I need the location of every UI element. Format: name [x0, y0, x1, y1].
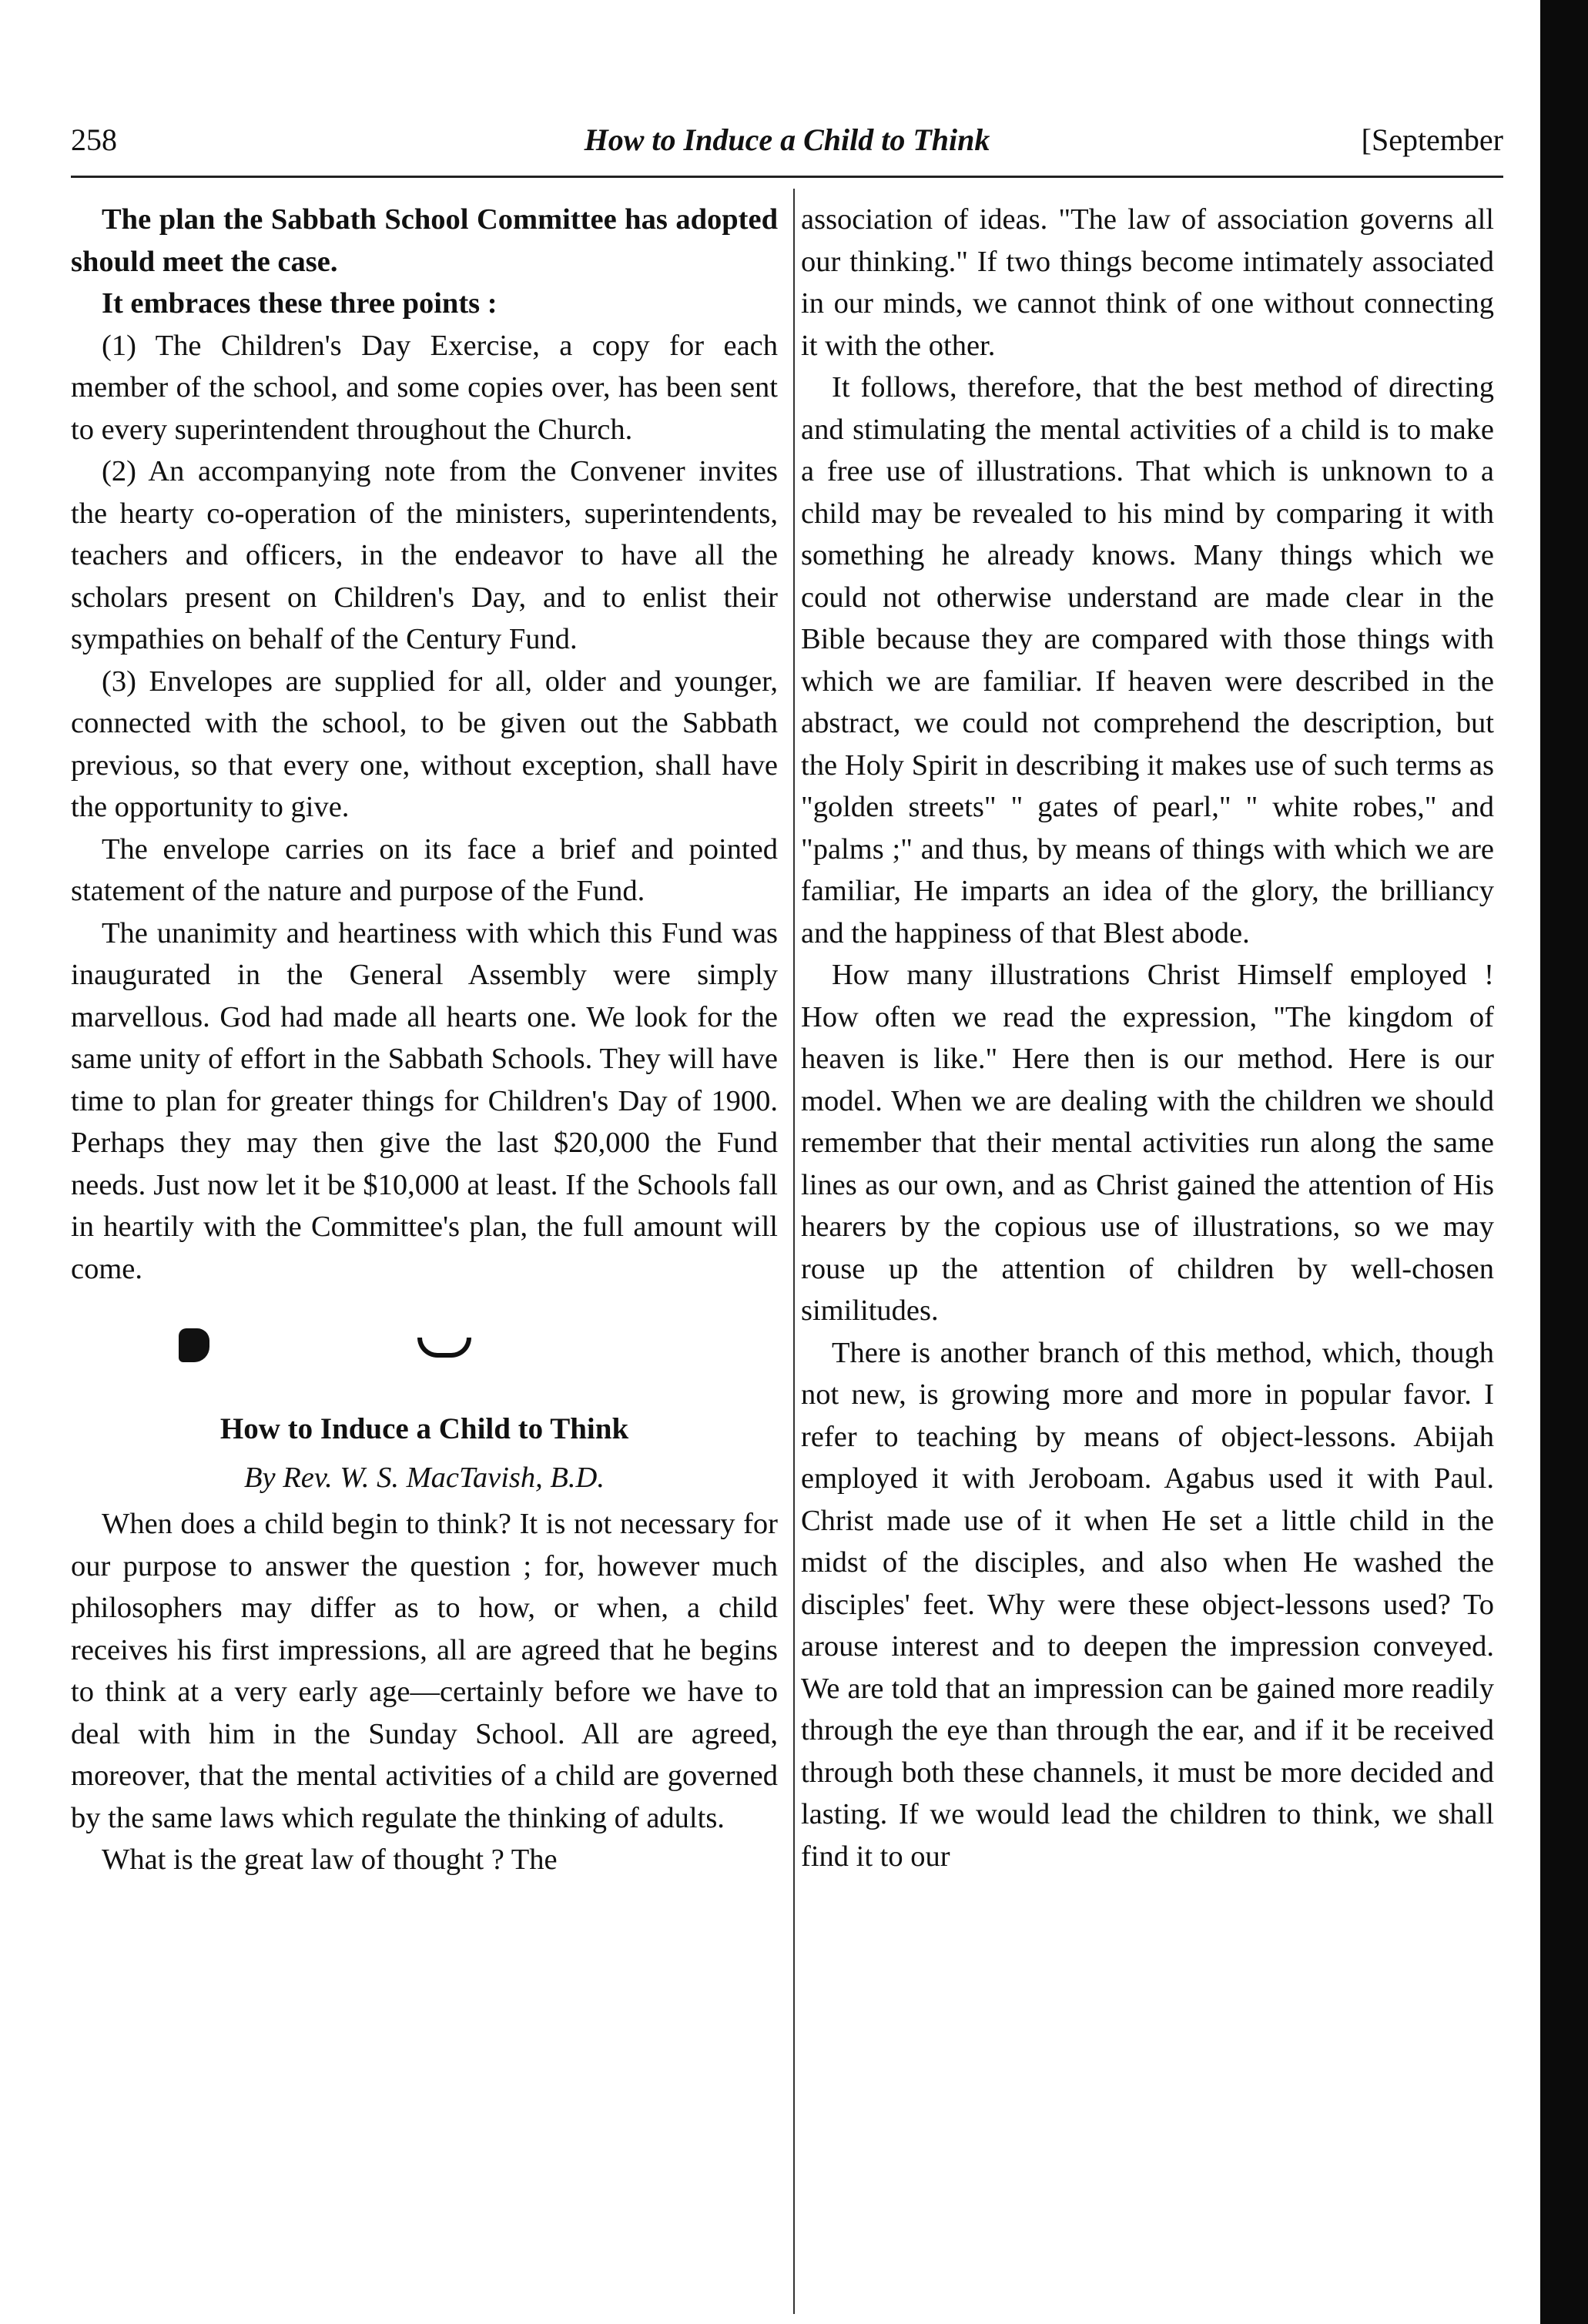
paragraph: (2) An accompanying note from the Convener invites the hearty co-operation of the ministers, superintendents, teachers and officers, in the endeavor to have all the scholars present on Children's Day, and to enlist their sympathies on behalf of the Century Fund.	[71, 455, 778, 655]
paragraph: When does a child begin to think? It is not necessary for our purpose to answer the question ; for, however much philosophers may differ as to how, or when, a child receives his first impressions, all are agreed that he begins to think at a very early age—certainly before we have to deal with him in the Sunday School. All are agreed, moreover, that the mental activities of a child are governed by the same laws which regulate the thinking of adults.	[71, 1508, 778, 1834]
paragraph: association of ideas. "The law of association governs all our thinking." If two things become intimately associated in our minds, we cannot think of one without connecting it with the other.	[801, 203, 1494, 362]
paragraph: The envelope carries on its face a brief and pointed statement of the nature and purpose of the Fund.	[71, 832, 778, 907]
paragraph: (3) Envelopes are supplied for all, older and younger, connected with the school, to be given out the Sabbath previous, so that every one, without exception, shall have the opportunity to give.	[71, 665, 778, 823]
ink-mark-icon	[417, 1338, 471, 1358]
page-header	[71, 122, 1503, 168]
paragraph: What is the great law of thought ? The	[102, 1843, 558, 1876]
column-divider	[793, 189, 795, 2314]
page-number: 258	[71, 122, 117, 157]
article-title: How to Induce a Child to Think	[219, 1412, 629, 1445]
paragraph: There is another branch of this method, which, though not new, is growing more and more in popular favor. I refer to teaching by means of object-lessons. Abijah employed it with Jeroboam. Agabus used it with Paul. Christ made use of it when He set a little child in the midst of the disciples, and also when He washed the disciples' feet. Why were these object-lessons used? To arouse interest and to deepen the impression conveyed. We are told that an impression can be gained more readily through the eye than through the ear, and if it be received through both these channels, it must be more decided and lasting. If we would lead the children to think, we shall find it to our	[801, 1336, 1494, 1873]
left-column	[71, 199, 778, 1881]
right-column	[801, 199, 1494, 1877]
paragraph: It follows, therefore, that the best method of directing and stimulating the mental activities of a child is to make a free use of illustrations. That which is unknown to a child may be revealed to his mind by comparing it with something he already knows. Many things which we could not otherwise understand are made clear in the Bible because they are compared with those things with which we are familiar. If heaven were described in the abstract, we could not comprehend the description, but the Holy Spirit in describing it makes use of such terms as "golden streets" " gates of pearl," " white robes," and "palms ;" and thus, by means of things with which we are familiar, He imparts an idea of the glory, the brilliancy and the happiness of that Blest abode.	[801, 371, 1494, 949]
scan-edge-shadow	[1540, 0, 1588, 2324]
running-title: How to Induce a Child to Think	[584, 122, 990, 157]
paragraph: How many illustrations Christ Himself employed ! How often we read the expression, "The kingdom of heaven is like." Here then is our method. Here is our model. When we are dealing with the children we should remember that their mental activities run along the same lines as our own, and as Christ gained the attention of His hearers by the copious use of illustrations, so we may rouse up the attention of children by well-chosen similitudes.	[801, 959, 1494, 1327]
paragraph: It embraces these three points :	[102, 287, 498, 320]
header-rule	[71, 176, 1503, 178]
ink-blot-icon	[179, 1328, 209, 1362]
paragraph: The unanimity and heartiness with which this Fund was inaugurated in the General Assembly were simply marvellous. God had made all hearts one. We look for the same unity of effort in the Sabbath Schools. They will have time to plan for greater things for Children's Day of 1900. Perhaps they may then give the last $20,000 the Fund needs. Just now let it be $10,000 at least. If the Schools fall in heartily with the Committee's plan, the full amount will come.	[71, 916, 778, 1285]
paragraph: The plan the Sabbath School Committee has adopted should meet the case.	[71, 203, 778, 278]
header-month: [September	[1361, 122, 1503, 157]
article-byline: By Rev. W. S. MacTavish, B.D.	[244, 1461, 605, 1494]
paragraph: (1) The Children's Day Exercise, a copy for each member of the school, and some copies over, has been sent to every superintendent throughout the Church.	[71, 329, 778, 446]
ornament	[71, 1290, 778, 1405]
